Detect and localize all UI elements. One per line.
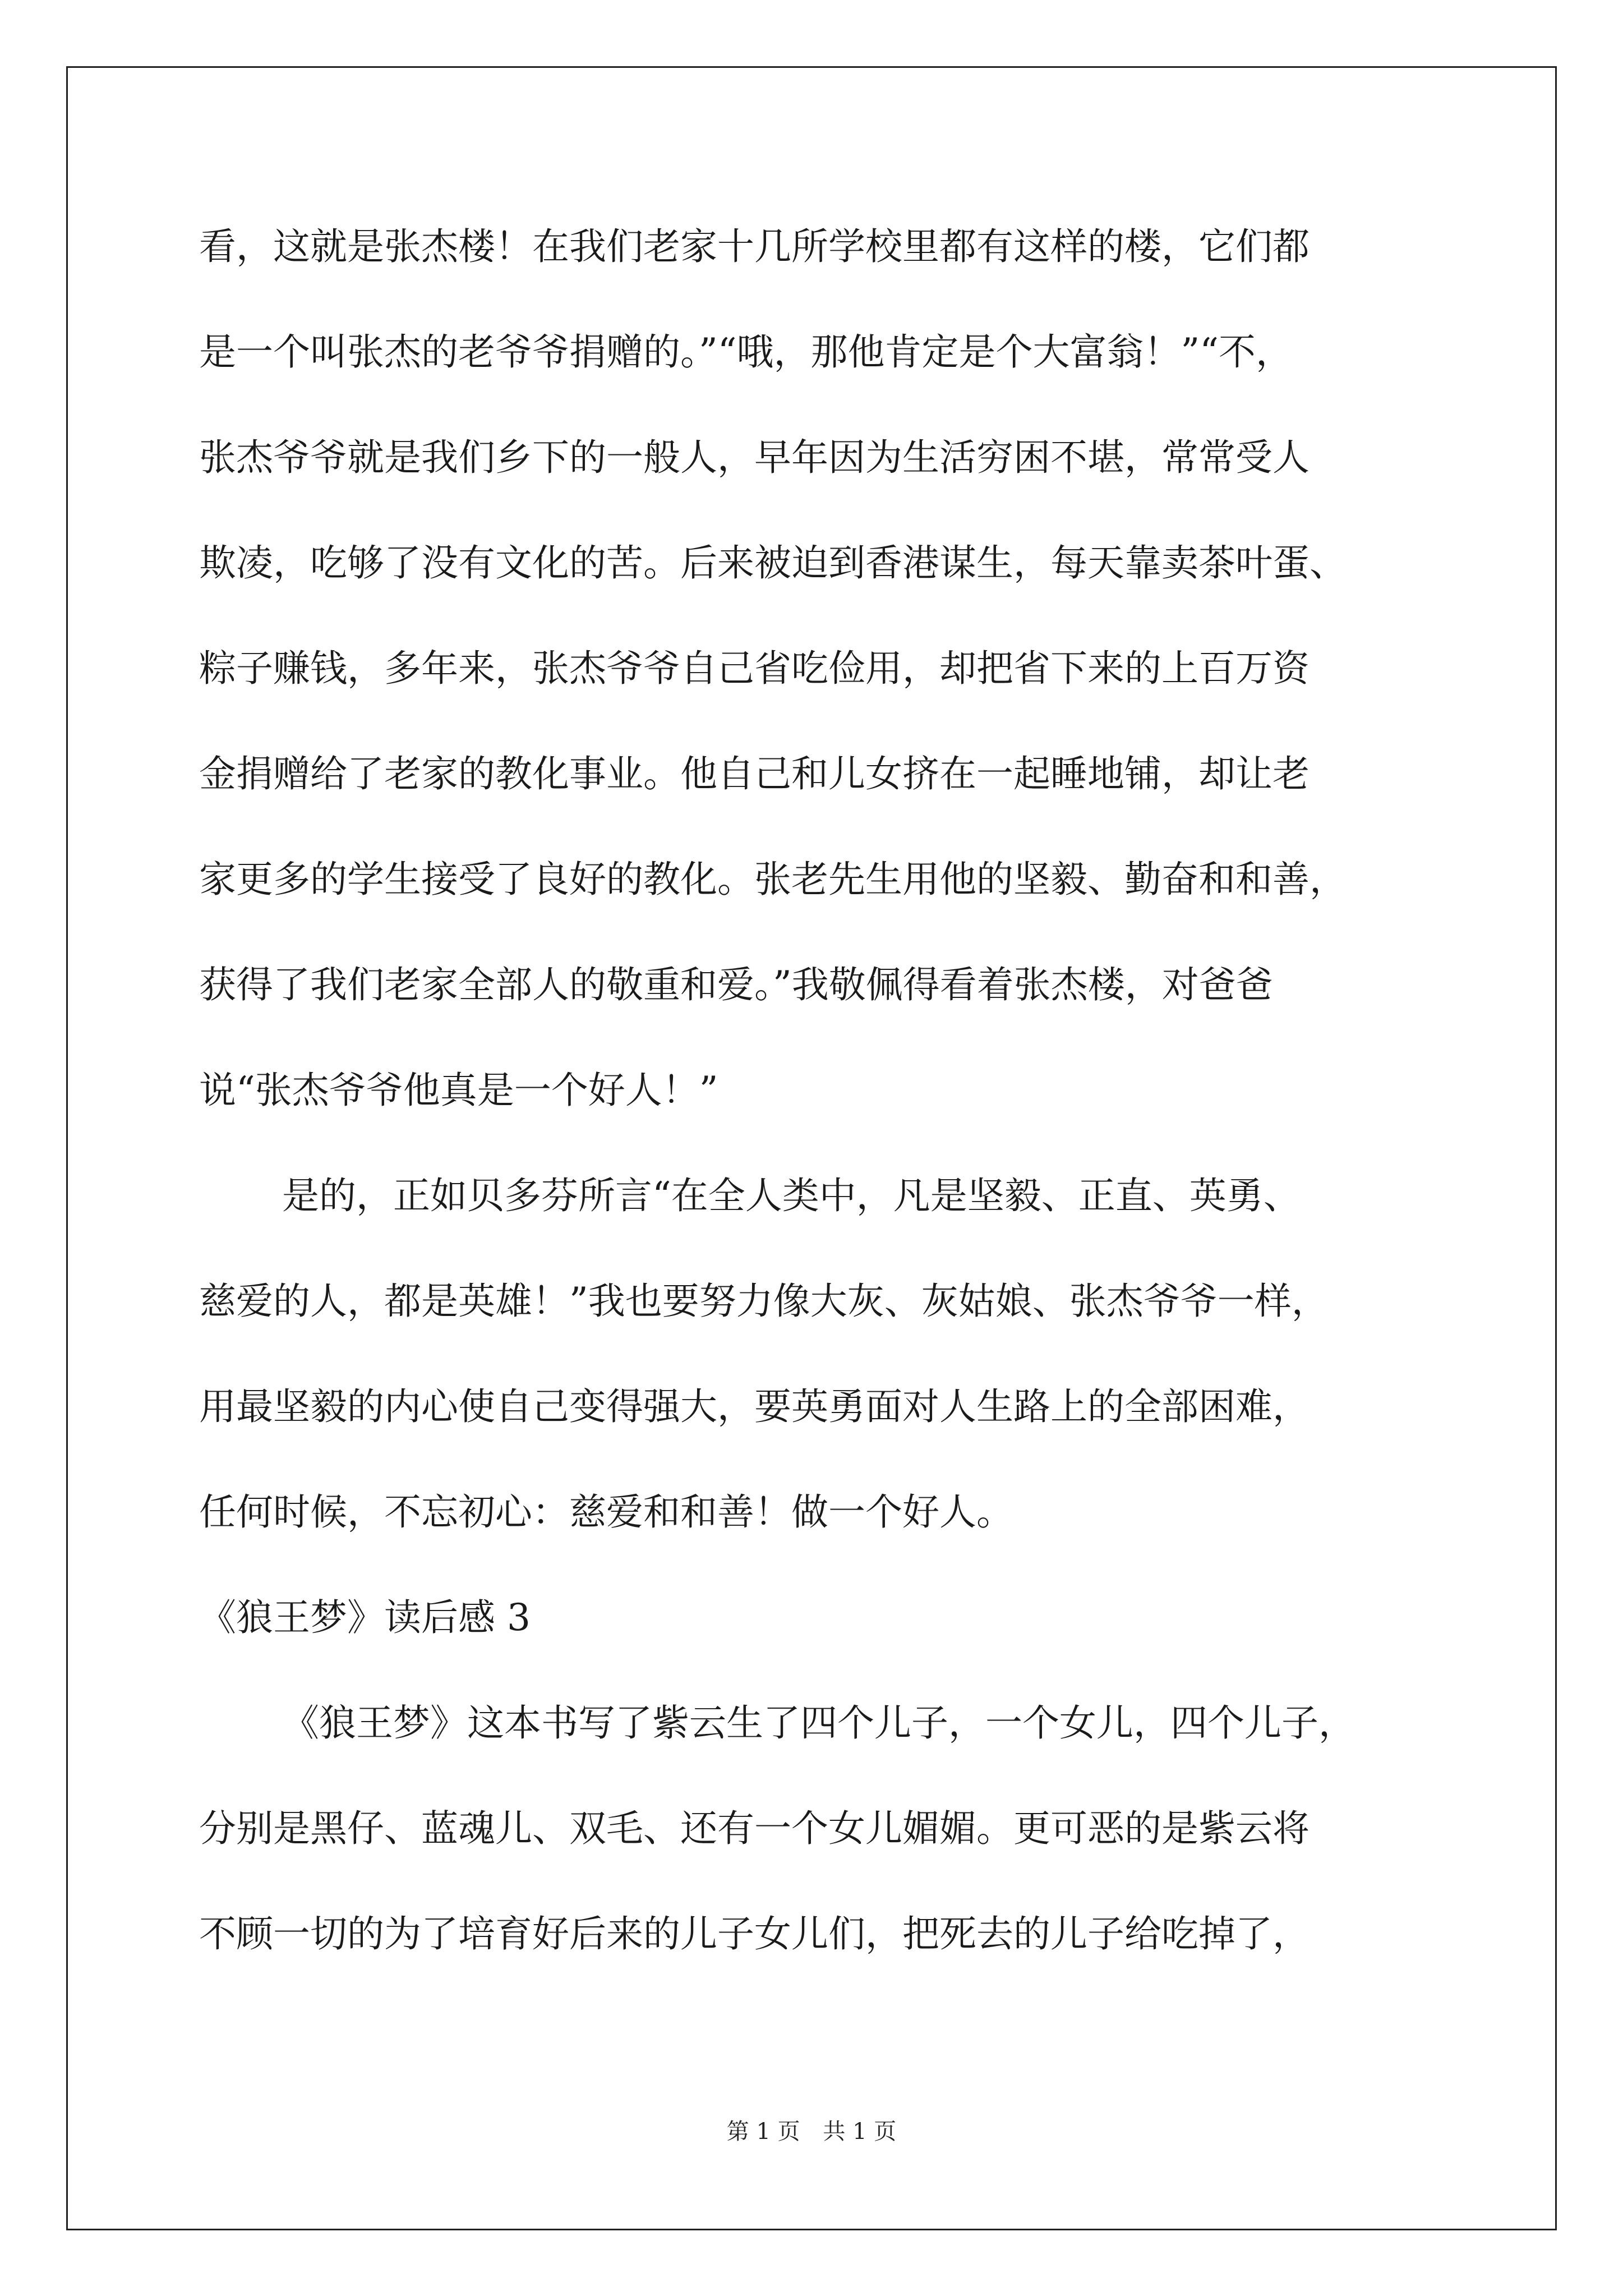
section-heading: 《狼王梦》读后感 3 (199, 1596, 531, 1639)
text-line: 是一个叫张杰的老爷爷捐赠的。”“哦，那他肯定是个大富翁！”“不， (199, 330, 1293, 374)
document-body (199, 213, 1472, 2006)
paragraph-start-line: 是的，正如贝多芬所言“在全人类中，凡是坚毅、正直、英勇、 (282, 1174, 1301, 1217)
text-line: 粽子赚钱，多年来，张杰爷爷自己省吃俭用，却把省下来的上百万资 (199, 647, 1310, 690)
paragraph-start-line: 《狼王梦》这本书写了紫云生了四个儿子，一个女儿，四个儿子， (282, 1701, 1355, 1745)
page-footer (0, 2115, 1623, 2148)
page-number-current: 第 1 页 (726, 2119, 800, 2145)
text-line: 看，这就是张杰楼！在我们老家十几所学校里都有这样的楼，它们都 (199, 225, 1310, 268)
text-line: 分别是黑仔、蓝魂儿、双毛、还有一个女儿媚媚。更可恶的是紫云将 (199, 1807, 1310, 1850)
text-line: 获得了我们老家全部人的敬重和爱。”我敬佩得看着张杰楼，对爸爸 (199, 963, 1273, 1006)
text-line: 慈爱的人，都是英雄！”我也要努力像大灰、灰姑娘、张杰爷爷一样， (199, 1280, 1329, 1323)
text-line: 任何时候，不忘初心：慈爱和和善！做一个好人。 (199, 1490, 1013, 1534)
text-line: 张杰爷爷就是我们乡下的一般人，早年因为生活穷困不堪，常常受人 (199, 436, 1310, 479)
text-line: 不顾一切的为了培育好后来的儿子女儿们，把死去的儿子给吃掉了， (199, 1912, 1310, 1955)
text-line: 家更多的学生接受了良好的教化。张老先生用他的坚毅、勤奋和和善， (199, 858, 1347, 901)
text-line: 说“张杰爷爷他真是一个好人！” (199, 1069, 718, 1112)
text-line: 用最坚毅的内心使自己变得强大，要英勇面对人生路上的全部困难， (199, 1385, 1310, 1428)
text-line: 金捐赠给了老家的教化事业。他自己和儿女挤在一起睡地铺，却让老 (199, 752, 1310, 795)
text-line: 欺凌，吃够了没有文化的苦。后来被迫到香港谋生，每天靠卖茶叶蛋、 (199, 541, 1347, 585)
page-number-total: 共 1 页 (823, 2119, 897, 2145)
